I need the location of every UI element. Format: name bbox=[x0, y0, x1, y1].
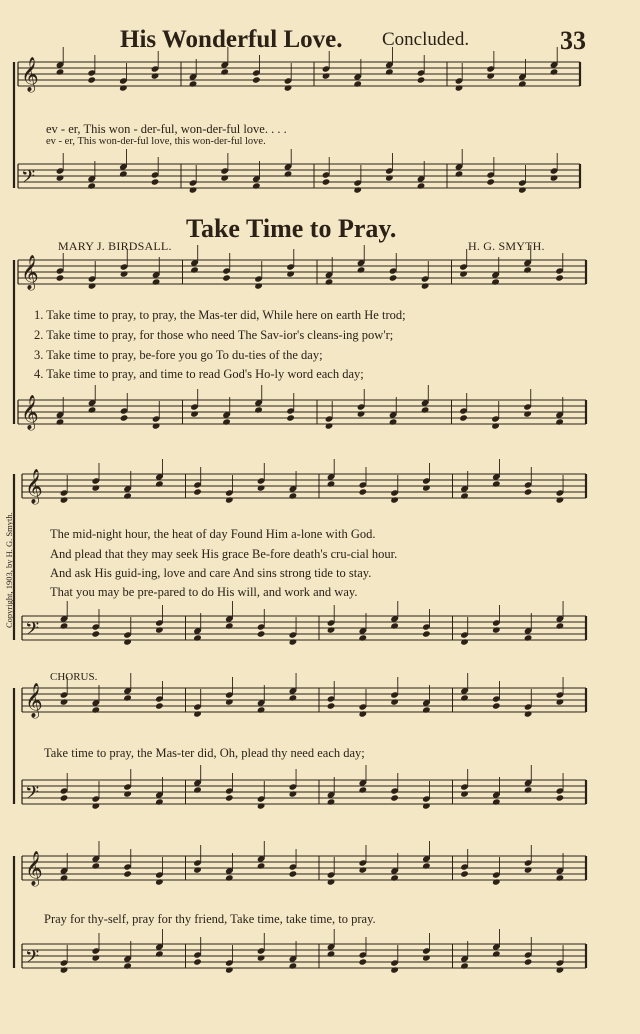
note-head-9-15b bbox=[556, 966, 565, 973]
note-head-1-1b bbox=[87, 182, 96, 189]
note-head-9-8b bbox=[327, 950, 336, 957]
note-head-2-6b bbox=[254, 282, 263, 289]
note-head-5-9b bbox=[359, 634, 368, 641]
note-head-6-14b bbox=[524, 710, 533, 717]
prev-lyric-line-2: ev - er, This won-der-ful love, this won-der-ful love. bbox=[46, 136, 266, 147]
note-head-2-2b bbox=[120, 270, 129, 277]
note-head-6-13b bbox=[492, 702, 501, 709]
note-head-0-6b bbox=[252, 76, 261, 83]
note-head-6-3b bbox=[155, 702, 164, 709]
song-title: Take Time to Pray. bbox=[186, 214, 397, 243]
note-head-3-10b bbox=[389, 418, 398, 425]
note-head-3-11b bbox=[421, 406, 430, 413]
note-head-9-12b bbox=[460, 962, 469, 969]
note-head-9-7b bbox=[289, 962, 298, 969]
note-head-4-9b bbox=[359, 488, 368, 495]
note-head-8-8b bbox=[327, 878, 336, 885]
note-head-7-14b bbox=[524, 786, 533, 793]
note-head-2-10b bbox=[389, 274, 398, 281]
bass-clef-icon: 𝄢 bbox=[21, 167, 36, 192]
note-head-6-0b bbox=[60, 698, 69, 705]
note-head-3-6b bbox=[254, 406, 263, 413]
note-head-4-15b bbox=[556, 496, 565, 503]
note-head-8-4b bbox=[193, 866, 202, 873]
treble-clef-icon: 𝄞 bbox=[21, 255, 39, 290]
note-head-3-5b bbox=[222, 418, 231, 425]
treble-clef-icon: 𝄞 bbox=[21, 395, 39, 430]
treble-clef-icon: 𝄞 bbox=[21, 57, 39, 92]
note-head-9-10b bbox=[390, 966, 399, 973]
note-head-7-13b bbox=[492, 798, 501, 805]
note-head-6-5b bbox=[225, 698, 234, 705]
note-head-2-8b bbox=[325, 278, 334, 285]
verse-3-line-1: 3. Take time to pray, be-fore you go To du-ties of the day; bbox=[34, 348, 323, 362]
note-head-7-3b bbox=[155, 798, 164, 805]
chorus-line-2: Pray for thy-self, pray for thy friend, Take time, take time, to pray. bbox=[44, 912, 376, 926]
note-head-9-4b bbox=[193, 958, 202, 965]
note-head-5-6b bbox=[257, 630, 266, 637]
note-head-5-4b bbox=[193, 634, 202, 641]
note-head-0-15b bbox=[550, 68, 559, 75]
note-head-1-2b bbox=[119, 170, 128, 177]
note-head-5-10b bbox=[390, 622, 399, 629]
note-head-1-5b bbox=[220, 174, 229, 181]
copyright-notice: Copyright, 1903, by H. G. Smyth. bbox=[4, 512, 14, 628]
note-head-0-13b bbox=[486, 72, 495, 79]
note-head-1-7b bbox=[284, 170, 293, 177]
note-head-8-11b bbox=[422, 862, 431, 869]
chorus-line-1: Take time to pray, the Mas-ter did, Oh, plead thy need each day; bbox=[44, 746, 365, 760]
note-head-9-0b bbox=[60, 966, 69, 973]
verse-2-line-2: And plead that they may seek His grace Be-fore death's cru-cial hour. bbox=[50, 547, 398, 561]
note-head-8-7b bbox=[289, 870, 298, 877]
note-head-7-8b bbox=[327, 798, 336, 805]
note-head-7-4b bbox=[193, 786, 202, 793]
note-head-7-11b bbox=[422, 802, 431, 809]
note-head-3-1b bbox=[88, 406, 97, 413]
note-head-7-10b bbox=[390, 794, 399, 801]
note-head-2-11b bbox=[421, 282, 430, 289]
verse-4-line-2: That you may be pre-pared to do His will, and work and way. bbox=[50, 585, 358, 599]
note-head-8-3b bbox=[155, 878, 164, 885]
note-head-4-7b bbox=[289, 492, 298, 499]
bass-clef-icon: 𝄢 bbox=[25, 783, 40, 808]
note-head-3-15b bbox=[555, 418, 564, 425]
note-head-6-10b bbox=[390, 698, 399, 705]
bass-clef-icon: 𝄢 bbox=[25, 947, 40, 972]
note-head-7-5b bbox=[225, 794, 234, 801]
verse-1-line-1: 1. Take time to pray, to pray, the Mas-ter did, While here on earth He trod; bbox=[34, 308, 406, 322]
note-head-9-5b bbox=[225, 966, 234, 973]
verse-1-line-2: The mid-night hour, the heat of day Found Him a-lone with God. bbox=[50, 527, 376, 541]
note-head-7-2b bbox=[123, 790, 132, 797]
note-head-5-7b bbox=[289, 638, 298, 645]
note-head-2-1b bbox=[88, 282, 97, 289]
note-head-1-8b bbox=[322, 178, 331, 185]
note-head-5-2b bbox=[123, 638, 132, 645]
note-head-3-8b bbox=[325, 422, 334, 429]
note-head-0-4b bbox=[189, 80, 198, 87]
note-head-5-11b bbox=[422, 630, 431, 637]
note-head-4-8b bbox=[327, 480, 336, 487]
note-head-1-12b bbox=[455, 170, 464, 177]
note-head-0-11b bbox=[417, 76, 426, 83]
note-head-6-12b bbox=[460, 694, 469, 701]
note-head-6-8b bbox=[327, 702, 336, 709]
chorus-label: CHORUS. bbox=[50, 671, 98, 683]
note-head-5-5b bbox=[225, 622, 234, 629]
note-head-6-1b bbox=[92, 706, 101, 713]
note-head-0-7b bbox=[284, 84, 293, 91]
note-head-2-7b bbox=[286, 270, 295, 277]
note-head-1-11b bbox=[417, 182, 426, 189]
note-head-3-13b bbox=[491, 422, 500, 429]
verse-2-line-1: 2. Take time to pray, for those who need The Sav-ior's cleans-ing pow'r; bbox=[34, 328, 394, 342]
note-head-3-12b bbox=[459, 414, 468, 421]
note-head-8-13b bbox=[492, 878, 501, 885]
note-head-5-12b bbox=[460, 638, 469, 645]
note-head-0-1b bbox=[87, 76, 96, 83]
note-head-5-1b bbox=[92, 630, 101, 637]
note-head-7-7b bbox=[289, 790, 298, 797]
note-head-8-6b bbox=[257, 862, 266, 869]
note-head-2-5b bbox=[222, 274, 231, 281]
note-head-3-7b bbox=[286, 414, 295, 421]
verse-4-line-1: 4. Take time to pray, and time to read God's Ho-ly word each day; bbox=[34, 367, 364, 381]
note-head-4-14b bbox=[524, 488, 533, 495]
note-head-6-2b bbox=[123, 694, 132, 701]
bass-clef-icon: 𝄢 bbox=[25, 619, 40, 644]
note-head-0-2b bbox=[119, 84, 128, 91]
note-head-4-10b bbox=[390, 496, 399, 503]
note-head-2-15b bbox=[555, 274, 564, 281]
note-head-3-2b bbox=[120, 414, 129, 421]
note-head-1-0b bbox=[56, 174, 65, 181]
note-head-1-15b bbox=[550, 174, 559, 181]
note-head-7-6b bbox=[257, 802, 266, 809]
note-head-8-12b bbox=[460, 870, 469, 877]
note-head-0-9b bbox=[353, 80, 362, 87]
note-head-4-5b bbox=[225, 496, 234, 503]
note-head-9-13b bbox=[492, 950, 501, 957]
note-head-1-10b bbox=[385, 174, 394, 181]
note-head-5-8b bbox=[327, 626, 336, 633]
note-head-9-1b bbox=[92, 954, 101, 961]
note-head-6-4b bbox=[193, 710, 202, 717]
note-head-9-3b bbox=[155, 950, 164, 957]
note-head-2-4b bbox=[190, 266, 199, 273]
note-head-9-14b bbox=[524, 958, 533, 965]
note-head-4-2b bbox=[123, 492, 132, 499]
note-head-4-3b bbox=[155, 480, 164, 487]
page-subtitle: Concluded. bbox=[382, 29, 470, 50]
note-head-4-13b bbox=[492, 480, 501, 487]
note-head-7-1b bbox=[92, 802, 101, 809]
note-head-8-0b bbox=[60, 874, 69, 881]
note-head-1-13b bbox=[486, 178, 495, 185]
note-head-3-0b bbox=[56, 418, 65, 425]
note-head-0-0b bbox=[56, 68, 65, 75]
note-head-6-7b bbox=[289, 694, 298, 701]
verse-3-line-2: And ask His guid-ing, love and care And sins strong tide to stay. bbox=[50, 566, 372, 580]
note-head-4-0b bbox=[60, 496, 69, 503]
treble-clef-icon: 𝄞 bbox=[25, 683, 43, 718]
note-head-0-8b bbox=[322, 72, 331, 79]
note-head-1-6b bbox=[252, 182, 261, 189]
note-head-9-2b bbox=[123, 962, 132, 969]
note-head-2-9b bbox=[357, 266, 366, 273]
note-head-2-13b bbox=[491, 278, 500, 285]
note-head-6-11b bbox=[422, 706, 431, 713]
note-head-1-4b bbox=[189, 186, 198, 193]
note-head-0-3b bbox=[151, 72, 160, 79]
note-head-9-11b bbox=[422, 954, 431, 961]
note-head-9-6b bbox=[257, 954, 266, 961]
note-head-5-0b bbox=[60, 622, 69, 629]
note-head-0-12b bbox=[455, 84, 464, 91]
note-head-6-9b bbox=[359, 710, 368, 717]
song-author: MARY J. BIRDSALL. bbox=[58, 239, 172, 253]
note-head-8-10b bbox=[390, 874, 399, 881]
note-head-0-10b bbox=[385, 68, 394, 75]
note-head-7-12b bbox=[460, 790, 469, 797]
note-head-7-0b bbox=[60, 794, 69, 801]
note-head-1-14b bbox=[518, 186, 527, 193]
note-head-0-5b bbox=[220, 68, 229, 75]
note-head-3-3b bbox=[152, 422, 161, 429]
note-head-8-14b bbox=[524, 866, 533, 873]
note-head-7-9b bbox=[359, 786, 368, 793]
page-number: 33 bbox=[560, 26, 586, 55]
note-head-5-3b bbox=[155, 626, 164, 633]
note-head-3-9b bbox=[357, 410, 366, 417]
note-head-8-5b bbox=[225, 874, 234, 881]
note-head-2-14b bbox=[523, 266, 532, 273]
note-head-3-14b bbox=[523, 410, 532, 417]
note-head-0-14b bbox=[518, 80, 527, 87]
note-head-4-11b bbox=[422, 484, 431, 491]
note-head-5-15b bbox=[556, 622, 565, 629]
note-head-4-12b bbox=[460, 492, 469, 499]
note-head-2-3b bbox=[152, 278, 161, 285]
note-head-1-3b bbox=[151, 178, 160, 185]
note-head-4-1b bbox=[92, 484, 101, 491]
treble-clef-icon: 𝄞 bbox=[25, 851, 43, 886]
note-head-8-1b bbox=[92, 862, 101, 869]
note-head-7-15b bbox=[556, 794, 565, 801]
note-head-6-6b bbox=[257, 706, 266, 713]
note-head-6-15b bbox=[556, 698, 565, 705]
note-head-1-9b bbox=[353, 186, 362, 193]
note-head-8-9b bbox=[359, 866, 368, 873]
note-head-2-12b bbox=[459, 270, 468, 277]
note-head-5-13b bbox=[492, 626, 501, 633]
note-head-3-4b bbox=[190, 410, 199, 417]
note-head-9-9b bbox=[359, 958, 368, 965]
note-head-4-6b bbox=[257, 484, 266, 491]
song-composer: H. G. SMYTH. bbox=[468, 239, 545, 253]
note-head-8-2b bbox=[123, 870, 132, 877]
note-head-4-4b bbox=[193, 488, 202, 495]
note-head-5-14b bbox=[524, 634, 533, 641]
treble-clef-icon: 𝄞 bbox=[25, 469, 43, 504]
prev-lyric-line-1: ev - er, This won - der-ful, won-der-ful love. . . . bbox=[46, 122, 287, 136]
page-title: His Wonderful Love. bbox=[120, 26, 343, 53]
note-head-8-15b bbox=[556, 874, 565, 881]
note-head-2-0b bbox=[56, 274, 65, 281]
